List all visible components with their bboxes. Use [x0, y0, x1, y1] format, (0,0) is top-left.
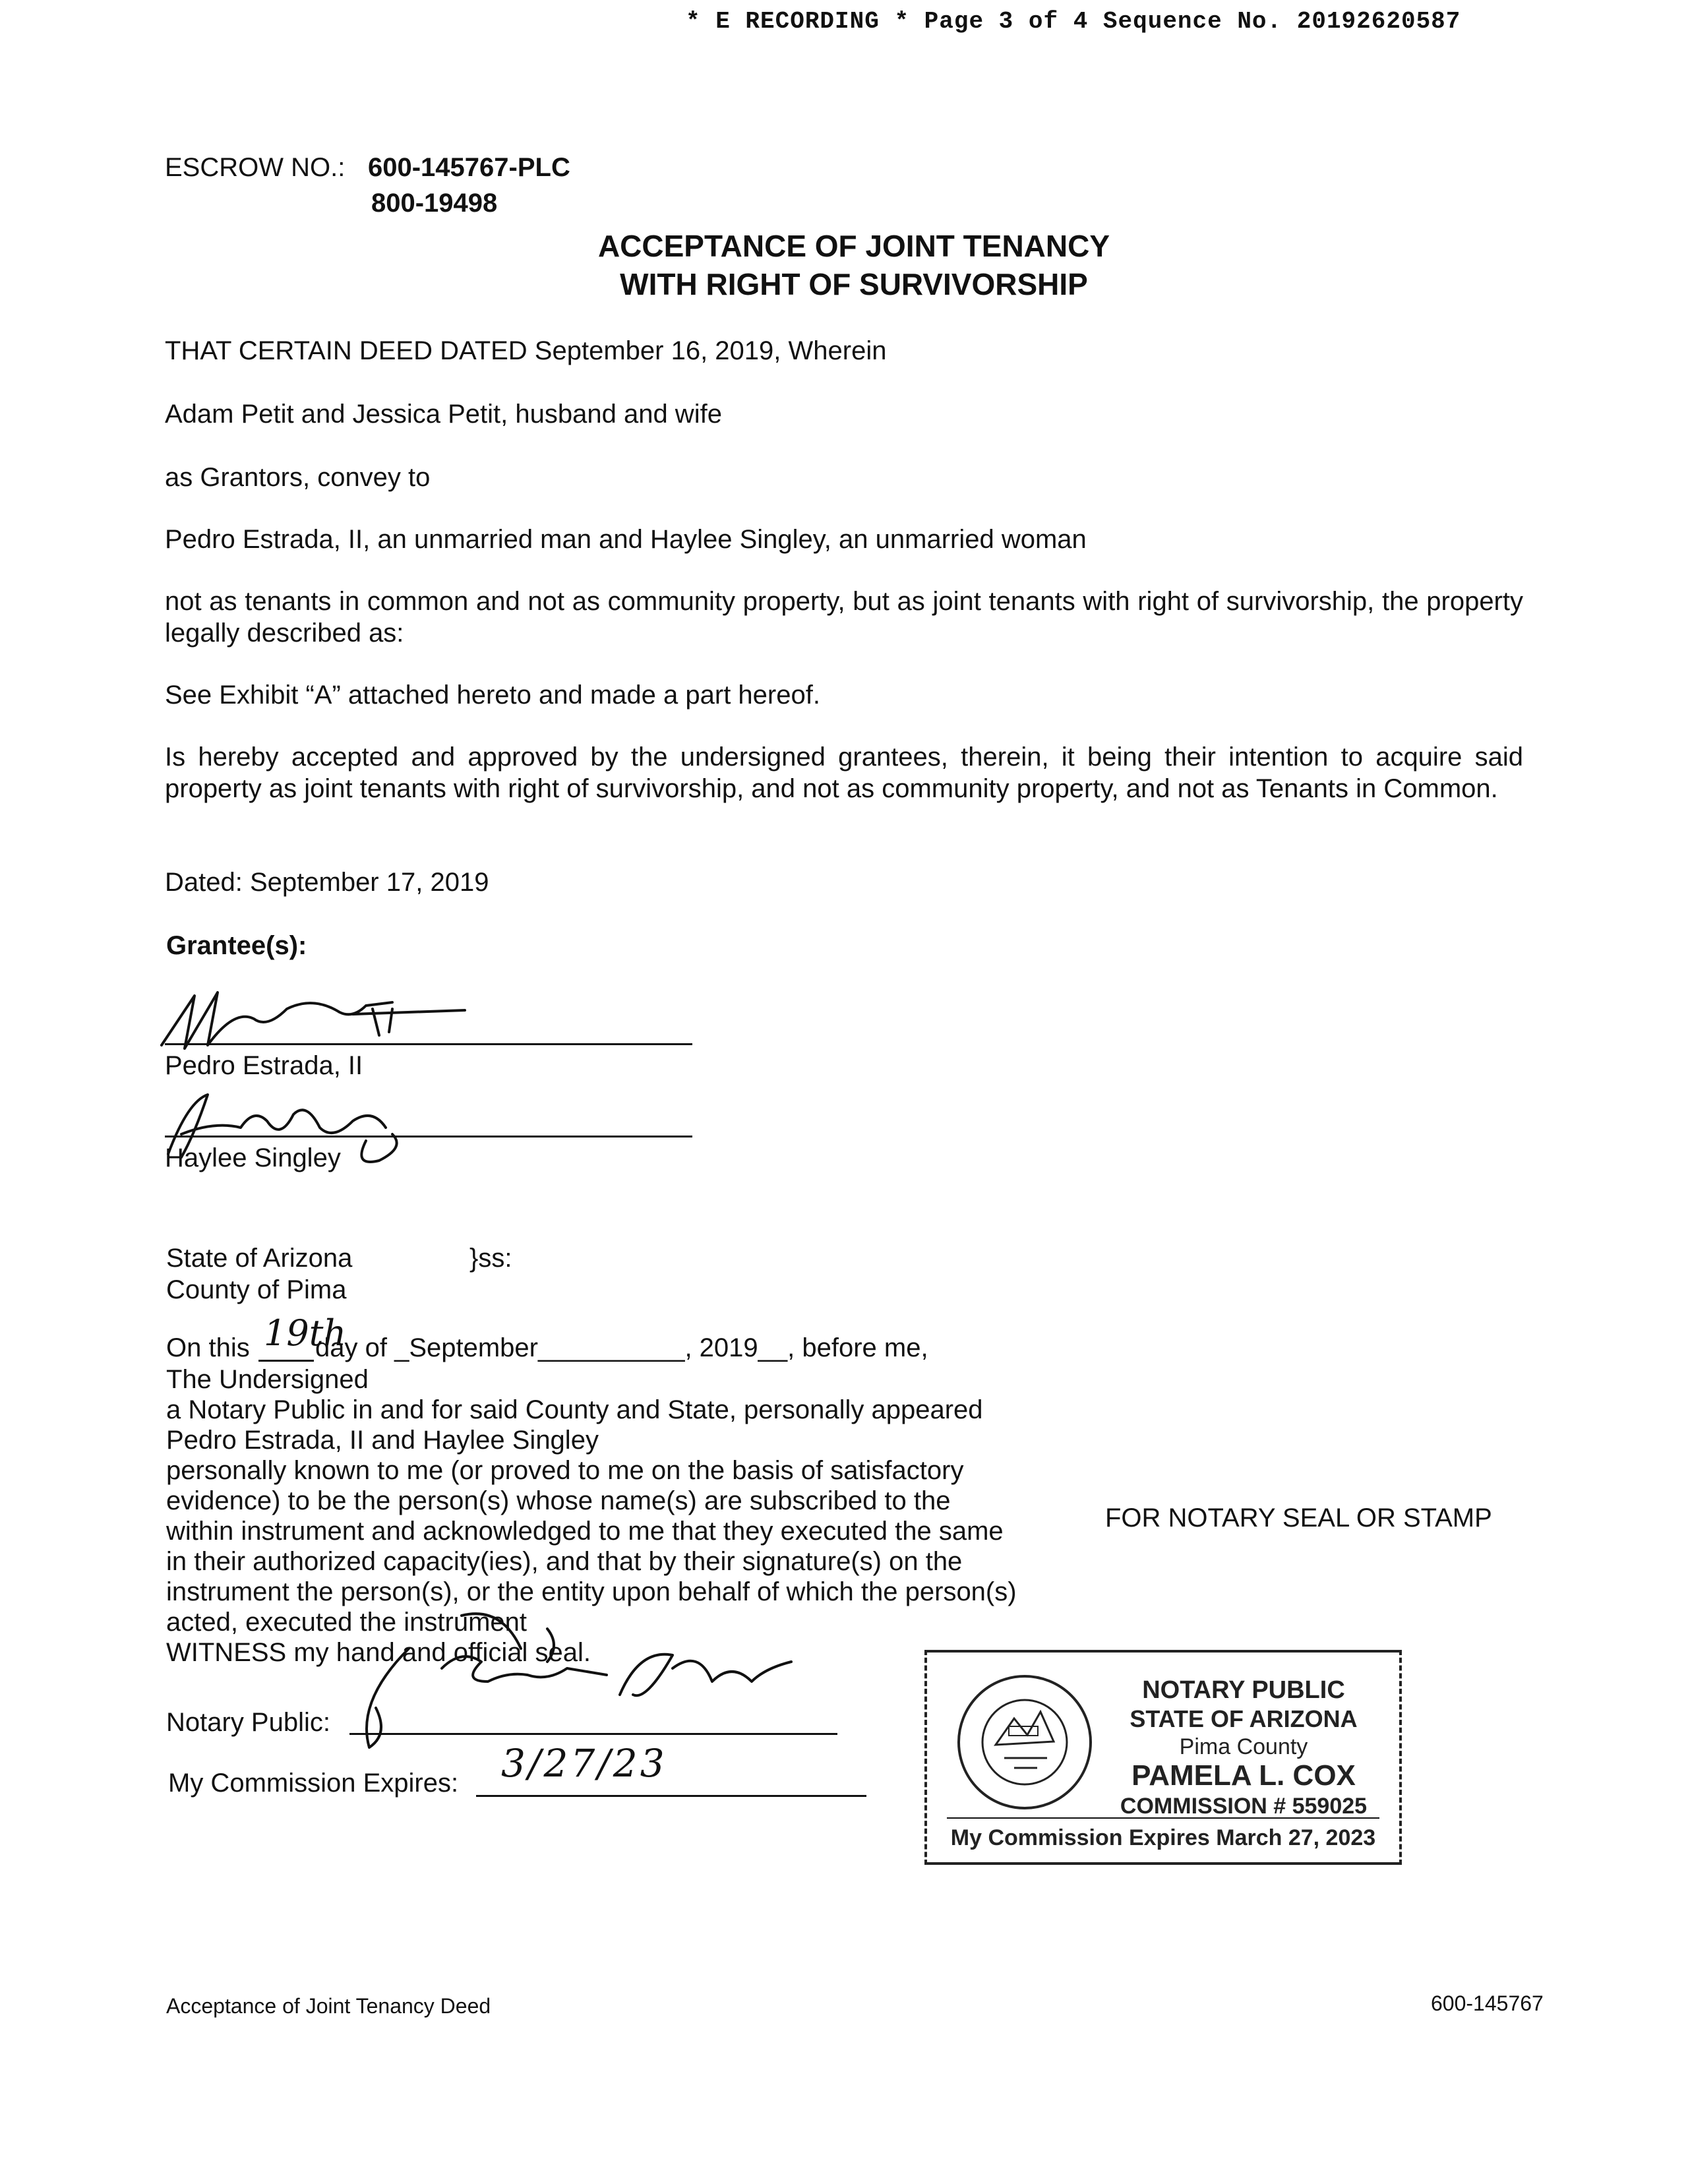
venue-ss: }ss:: [469, 1244, 512, 1273]
grantees-names: Pedro Estrada, II, an unmarried man and Haylee Singley, an unmarried woman: [165, 525, 1087, 554]
escrow-number-secondary: 800-19498: [371, 189, 498, 218]
footer-document-name: Acceptance of Joint Tenancy Deed: [166, 1994, 491, 2018]
footer-file-number: 600-145767: [1431, 1991, 1544, 2015]
day-of-text: day of _September__________, 2019__, before me,: [315, 1333, 928, 1362]
commission-expires-line: [476, 1795, 866, 1797]
acceptance-clause: Is hereby accepted and approved by the undersigned grantees, therein, it being their intention to acquire said property as joint tenants with right of survivorship, and not as community property, and not as Tenants in Common.: [165, 743, 1523, 803]
tenancy-clause: not as tenants in common and not as community property, but as joint tenants with right of survivorship, the property legally described as:: [165, 587, 1523, 648]
recording-header: * E RECORDING * Page 3 of 4 Sequence No. 20192620587: [686, 8, 1461, 35]
stamp-line6: My Commission Expires March 27, 2023: [950, 1825, 1376, 1850]
stamp-line5: COMMISSION # 559025: [1120, 1794, 1368, 1819]
venue-county: County of Pima: [166, 1275, 347, 1304]
stamp-line1: NOTARY PUBLIC: [1142, 1676, 1345, 1704]
notary-line5: in their authorized capacity(ies), and that by their signature(s) on the: [166, 1547, 963, 1576]
dated-line: Dated: September 17, 2019: [165, 868, 489, 897]
deed-dated-text: THAT CERTAIN DEED DATED September 16, 2019, Wherein: [165, 336, 887, 365]
escrow-label: ESCROW NO.:: [165, 153, 346, 182]
on-this-text: On this: [166, 1333, 250, 1362]
notary-line7: acted, executed the instrument: [166, 1608, 527, 1637]
state-seal-icon: [955, 1672, 1095, 1812]
signature-notary: [330, 1609, 831, 1761]
signer-name-haylee: Haylee Singley: [165, 1143, 341, 1172]
signer-name-pedro: Pedro Estrada, II: [165, 1051, 363, 1080]
notary-public-label: Notary Public:: [166, 1708, 330, 1737]
notary-line3: evidence) to be the person(s) whose name(s) are subscribed to the: [166, 1486, 951, 1515]
day-blank-line: [258, 1360, 314, 1362]
notary-line6: instrument the person(s), or the entity upon behalf of which the person(s): [166, 1577, 1017, 1606]
grantees-heading: Grantee(s):: [166, 931, 307, 960]
notary-line4: within instrument and acknowledged to me that they executed the same: [166, 1517, 1004, 1546]
escrow-number-primary: 600-145767-PLC: [368, 153, 570, 182]
document-title-line1: ACCEPTANCE OF JOINT TENANCY: [597, 229, 1110, 263]
exhibit-reference: See Exhibit “A” attached hereto and made a part hereof.: [165, 681, 820, 710]
stamp-line3: Pima County: [1179, 1734, 1308, 1759]
notary-line1: a Notary Public in and for said County and State, personally appeared: [166, 1395, 983, 1424]
commission-expires-label: My Commission Expires:: [168, 1769, 459, 1798]
appeared-names: Pedro Estrada, II and Haylee Singley: [166, 1426, 599, 1455]
stamp-divider: [947, 1817, 1379, 1819]
grantors-names: Adam Petit and Jessica Petit, husband and wife: [165, 400, 722, 429]
undersigned-text: The Undersigned: [166, 1365, 369, 1394]
stamp-line4: PAMELA L. COX: [1131, 1759, 1356, 1792]
venue-state: State of Arizona: [166, 1244, 353, 1273]
commission-expires-handwritten: 3/27/23: [501, 1741, 667, 1786]
day-handwritten: 19th: [264, 1312, 347, 1354]
stamp-line2: STATE OF ARIZONA: [1130, 1705, 1358, 1732]
seal-placeholder-label: FOR NOTARY SEAL OR STAMP: [1105, 1503, 1492, 1532]
document-title-line2: WITH RIGHT OF SURVIVORSHIP: [620, 267, 1088, 301]
witness-line: WITNESS my hand and official seal.: [166, 1638, 591, 1667]
notary-stamp: [924, 1650, 1402, 1865]
grantors-role: as Grantors, convey to: [165, 463, 431, 492]
notary-line2: personally known to me (or proved to me on the basis of satisfactory: [166, 1456, 964, 1485]
